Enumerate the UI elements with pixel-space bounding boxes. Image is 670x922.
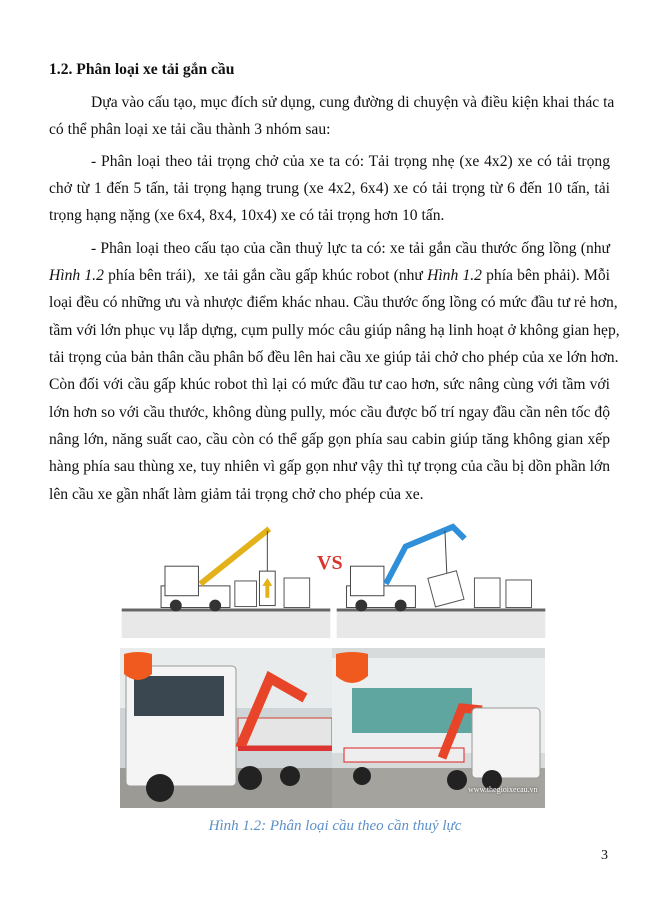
text-line: - Phân loại theo tải trọng chở của xe ta có: Tải trọng nhẹ (xe 4x2) xe có tải trọng (91, 153, 610, 170)
photo-watermark: www.thegioixecau.vn (468, 785, 538, 794)
text-line: tầm với lớn phục vụ lắp dựng, cụm pully móc câu giúp nâng hạ linh hoạt ở không gian hẹp, (49, 322, 620, 339)
figure-caption: Hình 1.2: Phân loại cầu theo cần thuỷ lực (208, 818, 462, 834)
logo-icon (336, 652, 368, 683)
text-span: phía bên trái), xe tải gắn cầu gấp khúc robot (như (103, 267, 428, 284)
text-line: - Phân loại theo cấu tạo của cần thuỷ lực ta có: xe tải gắn cầu thước ống lồng (như (91, 240, 610, 257)
text-line: Dựa vào cấu tạo, mục đích sử dụng, cung đường di chuyện và điều kiện khai thác ta (91, 94, 615, 111)
text-line: lớn hơn so với cầu thước, không dùng pully, móc cầu được bố trí ngay đầu cần nên tốc độ (49, 404, 610, 421)
section-heading: 1.2. Phân loại xe tải gắn cầu (49, 61, 235, 78)
telescopic-crane-illustration (120, 517, 332, 640)
text-line: hàng phía sau thùng xe, tuy nhiên vì gấp gọn như vậy thì tự trọng của cầu bị dồn phần lớn (49, 458, 610, 475)
text-line: loại đều có những ưu và nhược điểm khác nhau. Cầu thước ống lồng có mức đầu tư rẻ hơn, (49, 294, 618, 311)
text-line: nâng lớn, năng suất cao, cầu còn có thể gấp gọn phía sau cabin giúp tăng không gian xếp (49, 431, 610, 448)
page-number: 3 (601, 848, 608, 863)
text-line: chở từ 1 đến 5 tấn, tải trọng hạng trung (xe 4x2, 6x4) xe có tải trọng từ 6 đến 10 tấn, tải (49, 180, 610, 197)
knuckle-crane-truck-photo (332, 648, 545, 808)
text-line: trọng hạng nặng (xe 6x4, 8x4, 10x4) xe có tải trọng hơn 10 tấn. (49, 207, 445, 224)
logo-icon (124, 652, 152, 680)
text-line: lên cầu xe gần nhất làm giảm tải trọng chở cho phép của xe. (49, 486, 424, 503)
text-line: có thể phân loại xe tải cầu thành 3 nhóm sau: (49, 121, 331, 138)
knuckle-crane-illustration (335, 517, 547, 640)
figure-reference: Hình 1.2 (49, 267, 104, 284)
text-line: tải trọng của bản thân cầu phân bố đều lên hai cầu xe giúp tải chở cho phép của xe lớn hơn. (49, 349, 619, 366)
figure-reference: Hình 1.2 (427, 267, 482, 284)
vs-label: VS (317, 552, 343, 574)
text-span: phía bên phải). Mỗi (481, 267, 611, 284)
text-line (49, 266, 610, 286)
text-line: Còn đối với cầu gấp khúc robot thì lại có mức đầu tư cao hơn, sức nâng cùng với tầm với (49, 376, 610, 393)
telescopic-crane-truck-photo (120, 648, 332, 808)
